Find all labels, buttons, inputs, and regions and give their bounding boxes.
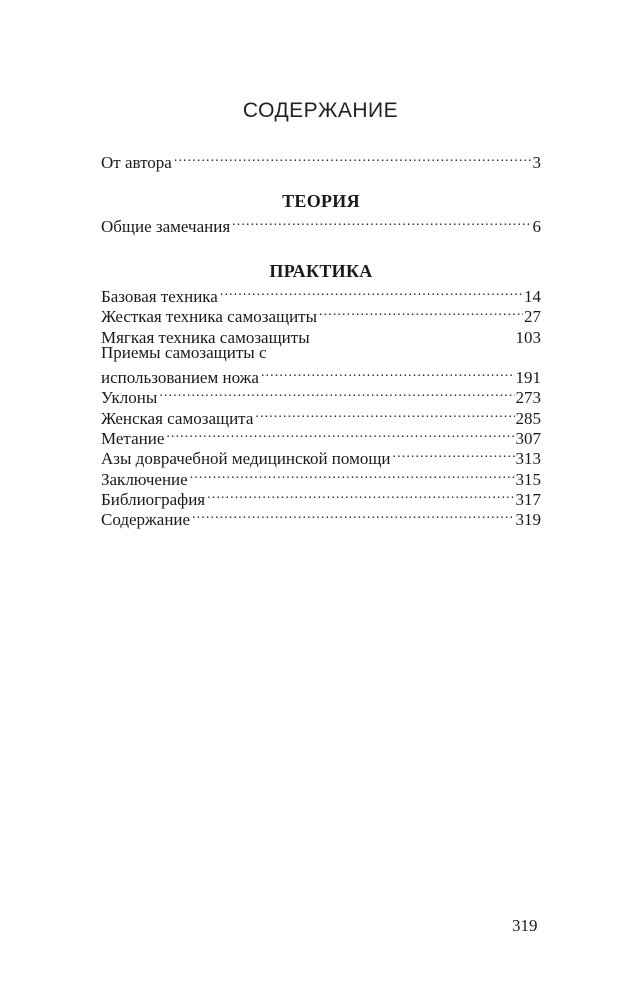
toc-entry-page: 319	[515, 510, 541, 530]
toc-entry-basic-technique[interactable]	[101, 282, 541, 306]
toc-entry-label: Мягкая техника самозащиты	[101, 327, 310, 347]
toc-entry-page: 313	[515, 449, 541, 469]
section-heading-theory: ТЕОРИЯ	[282, 191, 360, 211]
toc-entry-label: От автора	[101, 153, 172, 172]
dot-leader	[319, 302, 523, 322]
toc-section-theory	[101, 190, 541, 236]
toc-entry-womens-self-defense[interactable]	[101, 404, 541, 428]
toc-entry-label: Библиография	[101, 489, 206, 509]
toc-entry-first-aid[interactable]	[101, 444, 541, 469]
dot-leader	[159, 383, 514, 403]
toc-entry-knife-techniques-line2[interactable]	[101, 363, 541, 388]
toc-entry-label: Общие замечания	[101, 217, 231, 236]
dot-leader	[220, 282, 523, 302]
toc-entry-page: 14	[524, 287, 541, 306]
page-title: СОДЕРЖАНИЕ	[242, 99, 399, 122]
toc-entry-label: Жесткая техника самозащиты	[101, 307, 318, 327]
toc-entry-label: Заключение	[101, 469, 188, 489]
toc-entry-label: Содержание	[101, 510, 191, 530]
toc-entry-label: Уклоны	[101, 388, 158, 408]
toc-intro	[101, 148, 541, 172]
page-number: 319	[512, 916, 538, 935]
toc-entry-label: Азы доврачебной медицинской помощи	[101, 449, 391, 469]
toc-entry-label: Метание	[101, 429, 165, 449]
toc-section-practice	[101, 260, 541, 530]
dot-leader	[232, 212, 531, 232]
toc-entry-page: 6	[532, 217, 541, 236]
toc-entry-page: 273	[515, 388, 541, 408]
toc-entry-page: 315	[515, 469, 541, 489]
toc-entry-page: 27	[524, 307, 541, 327]
dot-leader	[255, 404, 514, 424]
toc-entry-label: Приемы самозащиты с	[101, 342, 267, 362]
dot-leader	[261, 363, 515, 383]
dot-leader	[393, 444, 515, 464]
toc-entry-label: использованием ножа	[101, 368, 259, 388]
dot-leader	[174, 148, 532, 168]
dot-leader	[207, 485, 514, 505]
toc-entry-label: Базовая техника	[101, 287, 218, 306]
toc-entry-page: 191	[515, 368, 541, 388]
dot-leader	[166, 424, 514, 444]
toc-entry-knife-techniques-line1[interactable]	[101, 343, 541, 363]
section-heading-practice: ПРАКТИКА	[269, 261, 373, 281]
toc-entry-page: 285	[515, 408, 541, 428]
toc-entry-page: 307	[515, 429, 541, 449]
toc-entry-throwing[interactable]	[101, 424, 541, 449]
toc-entry-page: 317	[515, 489, 541, 509]
toc-entry-evasions[interactable]	[101, 383, 541, 408]
toc-entry-from-author[interactable]	[101, 148, 541, 172]
toc-entry-page: 3	[532, 153, 541, 172]
toc-entry-page: 103	[515, 327, 541, 347]
dot-leader	[192, 505, 514, 525]
toc-entry-label: Женская самозащита	[101, 408, 254, 428]
dot-leader-blank	[312, 323, 515, 343]
dot-leader	[190, 465, 515, 485]
toc-entry-general-remarks[interactable]	[101, 212, 541, 236]
